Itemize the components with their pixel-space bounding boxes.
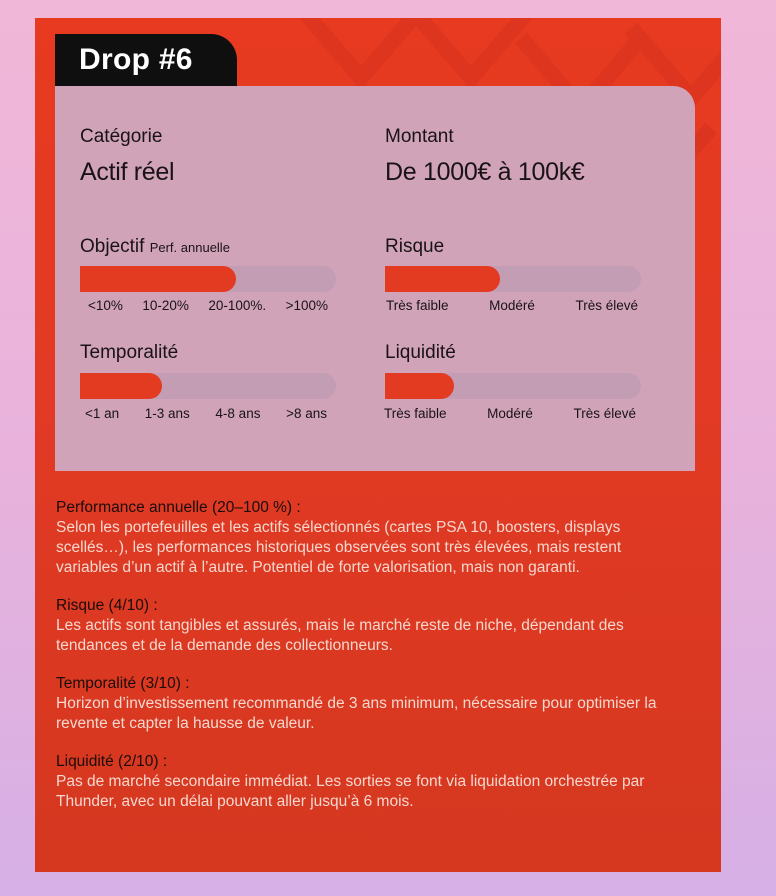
description-block-liquidite xyxy=(56,752,686,812)
objectif-bar xyxy=(80,266,336,292)
description-text: Horizon d’investissement recommandé de 3 ans minimum, nécessaire pour optimiser la revente et capter la hausse de valeur. xyxy=(56,695,657,732)
objectif-label xyxy=(80,236,230,258)
risque-bar-fill xyxy=(385,266,500,292)
description-text: Les actifs sont tangibles et assurés, mais le marché reste de niche, dépendant des tendances et de la demande des collectionneurs. xyxy=(56,617,624,654)
liquidite-bar xyxy=(385,373,641,399)
risque-tick: Modéré xyxy=(489,298,535,313)
drop-card xyxy=(35,18,721,872)
liquidite-label: Liquidité xyxy=(385,342,456,363)
risque-bar xyxy=(385,266,641,292)
objectif-title: Objectif xyxy=(80,236,145,257)
description-text: Selon les portefeuilles et les actifs sélectionnés (cartes PSA 10, boosters, displays scellés…), les performances historiques observées sont très élevées, mais restent variables d’un actif à l’autre. Potentiel de forte valorisation, mais non garanti. xyxy=(56,519,622,576)
risque-label: Risque xyxy=(385,236,445,257)
liquidite-tick: Très faible xyxy=(384,406,447,421)
categorie-label: Catégorie xyxy=(80,126,163,147)
temporalite-tick: >8 ans xyxy=(286,406,327,421)
objectif-tick: >100% xyxy=(285,298,328,313)
risque-tick: Très élevé xyxy=(575,298,638,313)
objectif-ticks xyxy=(88,298,328,313)
objectif-bar-fill xyxy=(80,266,236,292)
temporalite-tick: 1-3 ans xyxy=(144,406,190,421)
description-block-temporalite xyxy=(56,674,686,734)
risque-tick: Très faible xyxy=(386,298,449,313)
objectif-tick: 20-100%. xyxy=(208,298,267,313)
description-title: Performance annuelle (20–100 %) : xyxy=(56,499,301,516)
description-title: Liquidité (2/10) : xyxy=(56,753,168,770)
temporalite-label: Temporalité xyxy=(80,342,179,363)
temporalite-bar xyxy=(80,373,336,399)
temporalite-tick: 4-8 ans xyxy=(215,406,261,421)
objectif-tick: <10% xyxy=(88,298,123,313)
objectif-sublabel: Perf. annuelle xyxy=(149,240,230,255)
temporalite-tick: <1 an xyxy=(85,406,120,421)
temporalite-ticks xyxy=(85,406,327,421)
risque-ticks xyxy=(386,298,638,313)
description-title: Temporalité (3/10) : xyxy=(56,675,190,692)
description-block-performance xyxy=(56,498,686,578)
info-panel xyxy=(55,86,695,471)
montant-value: De 1000€ à 100k€ xyxy=(385,158,585,186)
categorie-value: Actif réel xyxy=(80,158,175,186)
liquidite-bar-fill xyxy=(385,373,454,399)
montant-label: Montant xyxy=(385,126,454,147)
descriptions xyxy=(56,498,686,830)
temporalite-bar-fill xyxy=(80,373,162,399)
description-title: Risque (4/10) : xyxy=(56,597,158,614)
liquidite-tick: Modéré xyxy=(487,406,533,421)
liquidite-ticks xyxy=(384,406,636,421)
drop-title: Drop #6 xyxy=(55,34,237,86)
description-block-risque xyxy=(56,596,686,656)
objectif-tick: 10-20% xyxy=(142,298,189,313)
liquidite-tick: Très élevé xyxy=(573,406,636,421)
description-text: Pas de marché secondaire immédiat. Les sorties se font via liquidation orchestrée par Thunder, avec un délai pouvant aller jusqu’à 6 mois. xyxy=(56,773,645,810)
